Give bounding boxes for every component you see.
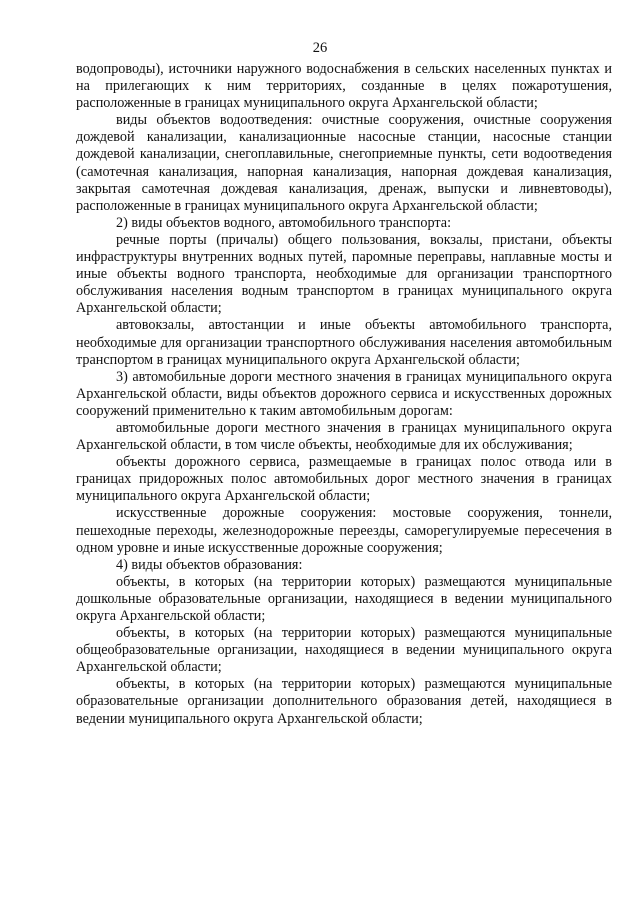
paragraph-water-disposal: виды объектов водоотведения: очистные сооружения, очистные сооружения дождевой канализации, канализационные насосные станции, насосные станции дождевой канализации, снегоплавильные, снегоприемные пункты, сети водоотведения (самотечная канализация, напорная канализация, напорная дождевая канализация, закрытая самотечная дождевая канализация, дренаж, выпуски и ливневтоводы), расположенные в границах муниципального округа Архангельской области; xyxy=(76,112,612,214)
paragraph-local-roads: автомобильные дороги местного значения в границах муниципального округа Архангельской области, в том числе объекты, необходимые для их обслуживания; xyxy=(76,419,612,454)
paragraph-item-4-heading: 4) виды объектов образования: xyxy=(116,556,303,573)
paragraph-water-transport: речные порты (причалы) общего пользования, вокзалы, пристани, объекты инфраструктуры внутренних водных путей, паромные переправы, наплавные мосты и иные объекты водного транспорта, необходимые для организации транспортного обслуживания населения водным транспортом в границах муниципального округа Архангельской области; xyxy=(76,231,612,317)
paragraph-auto-transport: автовокзалы, автостанции и иные объекты автомобильного транспорта, необходимые для организации транспортного обслуживания населения автомобильным транспортом в границах муниципального округа Архангельской области; xyxy=(76,317,612,368)
paragraph-item-3-heading: 3) автомобильные дороги местного значения в границах муниципального округа Архангельской области, виды объектов дорожного сервиса и искусственных дорожных сооружений применительно к таким автомобильным дорогам: xyxy=(76,368,612,419)
page-number: 26 xyxy=(312,40,328,56)
paragraph-general-education: объекты, в которых (на территории которых) размещаются муниципальные общеобразовательные организации, находящиеся в ведении муниципального округа Архангельской области; xyxy=(76,625,612,676)
document-body xyxy=(76,61,612,728)
paragraph-item-2-heading: 2) виды объектов водного, автомобильного транспорта: xyxy=(116,214,452,231)
paragraph-preschool: объекты, в которых (на территории которых) размещаются муниципальные дошкольные образовательные организации, находящиеся в ведении муниципального округа Архангельской области; xyxy=(76,573,612,624)
paragraph-road-service: объекты дорожного сервиса, размещаемые в границах полос отвода или в границах придорожных полос автомобильных дорог местного значения в границах муниципального округа Архангельской области; xyxy=(76,454,612,505)
paragraph-additional-education: объекты, в которых (на территории которых) размещаются муниципальные образовательные организации дополнительного образования детей, находящиеся в ведении муниципального округа Архангельской области; xyxy=(76,676,612,727)
paragraph-road-structures: искусственные дорожные сооружения: мостовые сооружения, тоннели, пешеходные переходы, железнодорожные переезды, саморегулируемые пересечения в одном уровне и иные искусственные дорожные сооружения; xyxy=(76,505,612,556)
paragraph-continuation: водопроводы), источники наружного водоснабжения в сельских населенных пунктах и на прилегающих к ним территориях, созданные в целях пожаротушения, расположенные в границах муниципального округа Архангельской области; xyxy=(76,61,612,112)
